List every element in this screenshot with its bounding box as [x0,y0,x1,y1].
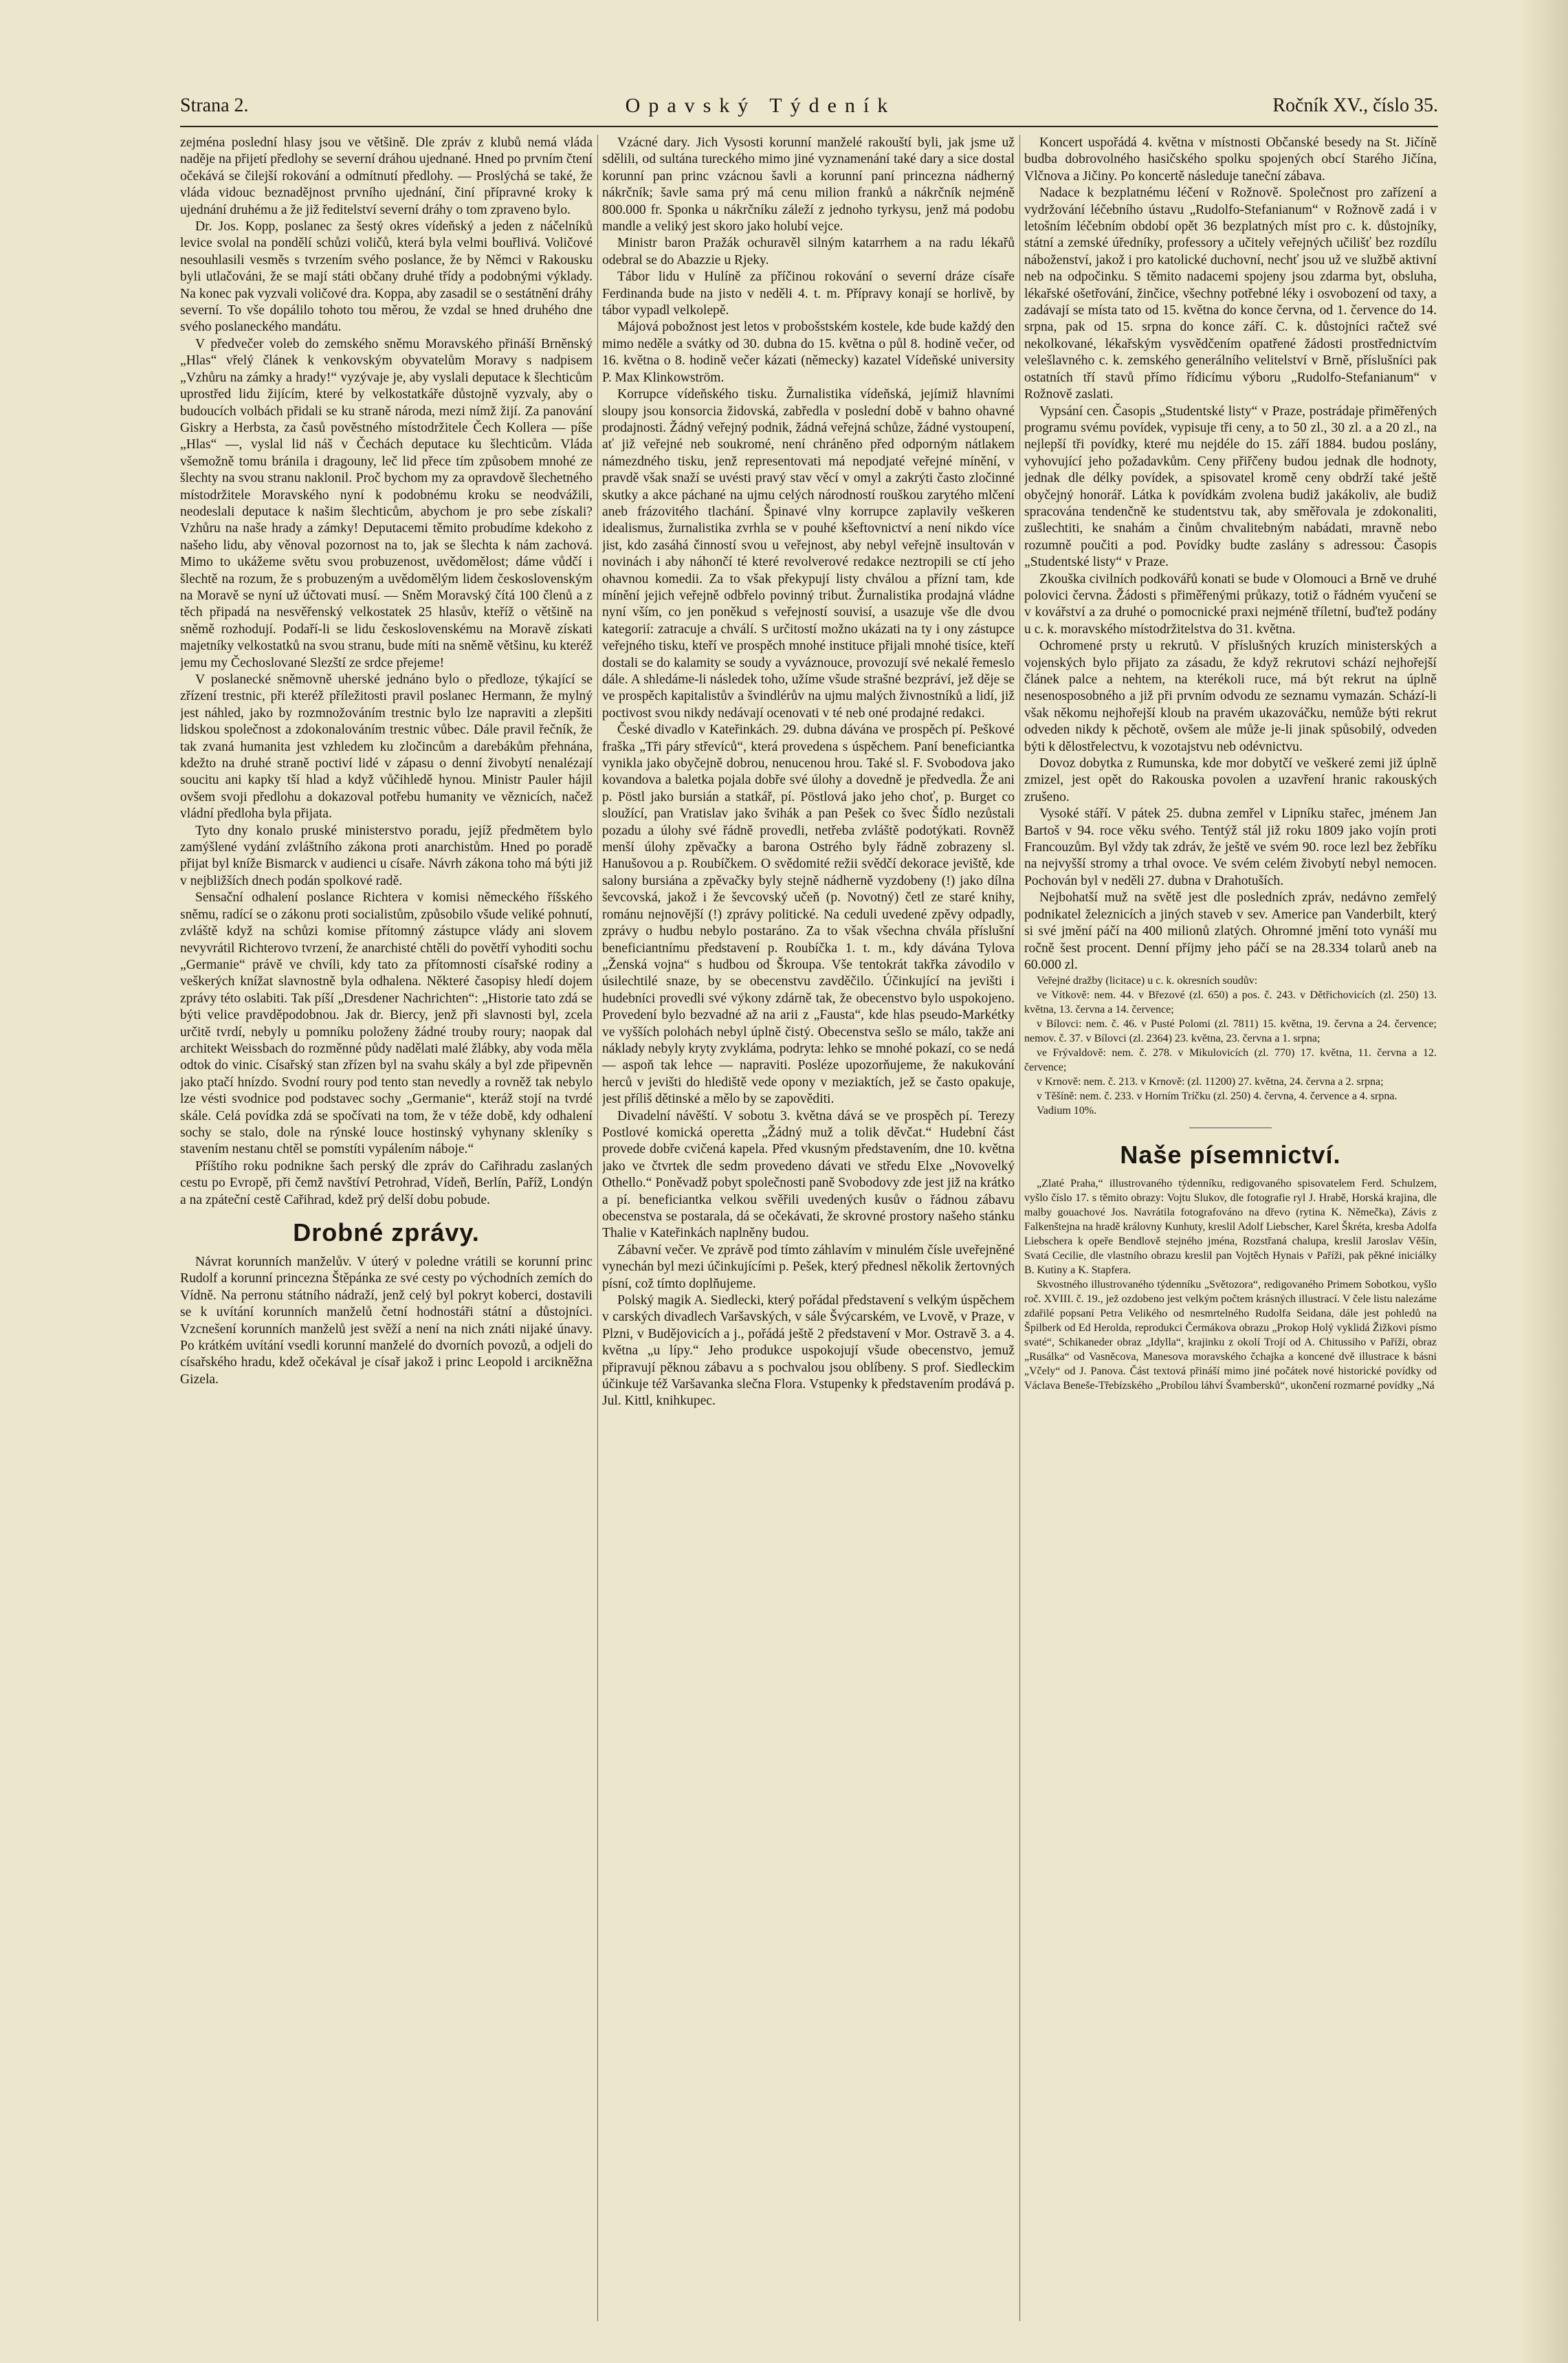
article-paragraph: Nejbohatší muž na světě jest dle posledních zpráv, nedávno zemřelý podnikatel železnicích a jiných staveb v sev. Americe pan Vanderbilt, který si své jmění páčí na 400 milionů zlatých. Ohromné jmění toto vynáší mu ročně šest procent. Denní příjmy jeho páčí se na 28.334 tolarů aneb na 60.000 zl. [1024,890,1437,972]
article-paragraph: V poslanecké sněmovně uherské jednáno bylo o předloze, týkající se zřízení trestnic, při kteréž příležitosti pravil poslanec Hermann, že mylný jest náhled, jako by rozmnožováním trestnic bylo lze napraviti a zlepšiti lidskou společnost a zdokonalováním trestnic vůbec. Dále pravil řečník, že tak zvaná humanita jest vzhledem ku zločincům a darebákům přehnána, kdežto na druhé straně poctiví lidé v zápasu o denní živobytí nenalézají soucitu ani kapky tší hlad a když vůčihledě hynou. Ministr Pauler hájil ovšem svoji předlohu a dokazoval potřebu humanity ve věznicích, načež vládní předloha byla přijata. [180,672,593,822]
column-1 [180,135,593,2321]
paper-edge-shading [1519,0,1568,2363]
notice-line: v Bílovci: nem. č. 46. v Pusté Polomi (zl. 7811) 15. května, 19. června a 24. července; nemov. č. 37. v Bílovci (zl. 2364) 23. května, 23. června a 1. srpna; [1024,1018,1437,1045]
article-paragraph: Tyto dny konalo pruské ministerstvo poradu, jejíž předmětem bylo zamýšlené vydání zvláštního zákona proti anarchistům. Hned po poradě přijat byl kníže Bismarck v audienci u císaře. Návrh zákona toho má býti již v nejbližších dnech podán spolkové radě. [180,823,593,888]
article-paragraph: Májová pobožnost jest letos v probošstském kostele, kde bude každý den mimo neděle a svátky od 30. dubna do 15. května o půl 8. hodině večer, od 16. května o 8. hodině večer kázati (německy) kazatel Vídeňské university P. Max Klinkowström. [602,320,1015,385]
literature-section [1024,1176,1437,1393]
notice-line: Vadium 10%. [1037,1105,1097,1117]
volume-issue: Ročník XV., číslo 35. [1272,95,1438,116]
article-paragraph: Vzácné dary. Jich Vysosti korunní manželé rakouští byli, jak jsme už sdělili, od sultána tureckého mimo jiné vyznamenání také dary a sice dostal korunní pan princ vzácnou šavli a korunní paní princezna nádherný nákrčník; šavle sama prý má cenu milion franků a nákrčník nejméně 800.000 fr. Sponka u nákrčníku záleží z jednoho tyrkysu, jenž má podobu mandle a veliký jest skoro jako holubí vejce. [602,135,1015,234]
article-paragraph: České divadlo v Kateřinkách. 29. dubna dávána ve prospěch pí. Peškové fraška „Tři páry střevíců“, která provedena s úspěchem. Paní beneficiantka vynikla jako obyčejně dobrou, nenucenou hrou. Také sl. F. Svobodova jako kovandova a baletka pojala dobře své úlohy a dovedně je předvedla. Že ani p. Pöstl jako bursián a statkář, pí. Pöstlová jako jeho choť, p. Burget co sloužící, pan Vratislav jako švihák a pan Pešek co švec Šídlo nezůstali pozadu a úlohy své řádně provedli, netřeba zvláště podotýkati. Rovněž menší úlohy zpěvačky a barona Ostrého byly řádně zobrazeny sl. Hanušovou a p. Roubíčkem. O svědomité režii svědčí dekorace jeviště, kde salony bursiána a zpěvačky byly stejně nádherně vyzdobeny (!) jako dílna ševcovská, jakož i že ševcovský učeň (p. Novotný) četl ze staré knihy, románu nejnovější (!) zprávy politické. Na ceduli uvedené zpěvy odpadly, zprávy o hudbu nebylo postaráno. Za to však všechna chvála příslušní beneficiantnímu představení p. Roubíčka 1. t. m., kdy dávána Tylova „Ženská vojna“ s hudbou od Škroupa. Vše tentokrát takřka závodilo v úsilechtilé snaze, by se obecenstvu zavděčilo. Účinkující na jevišti i hudebníci provedli své výkony zdárně tak, že obecenstvo bylo uspokojeno. Provedení bylo bezvadné až na arii z „Fausta“, kde hlas pseudo-Markétky ve vyšších polohách nebyl úplně čistý. Obecenstva sešlo se málo, takže ani náklady nebyly kryty zvykláma, podryta: lehko se mnohé pokazí, co se nedá — aspoň tak lehce — napraviti. Posléze upozorňujeme, že nakukování herců v jevišti do hlediště vede opony v meziaktích, jež se často opakuje, jest příliš dětinské a mělo by se zapověditi. [602,723,1015,1107]
article-paragraph: zejména poslední hlasy jsou ve většině. Dle zpráv z klubů nemá vláda naděje na přijetí předlohy se severní dráhou ujednané. Hned po prvním čtení očekává se čilejší rokování a odmítnutí předlohy. — Proslýchá se také, že vláda vidouc beznadějnost prvního ujednání, činí přípravné kroky k ujednání druhému a že již ředitelství severní dráhy o tom zpraveno bylo. [180,135,593,217]
page-header [180,89,1438,122]
article-paragraph: Vypsání cen. Časopis „Studentské listy“ v Praze, postrádaje přiměřených programu svému povídek, vypisuje tři ceny, a to 50 zl., 30 zl. a a 20 zl., na nejlepší tři povídky, které mu nejdéle do 15. září 1884. budou poslány, vyhovující jeho požadavkům. Ceny přiřčeny budou jednak dle hodnoty, jednak dle délky povídek, a spisovatel kromě ceny obdrží také ještě obyčejný honorář. Látka k povídkám zvolena budiž jakákoliv, ale budiž spracována tendenčně ke studentstvu tak, aby směřovala je zdokonaliti, zušlechtiti, ke snahám a činům chvalitebným nabádati, mravně nebo rozumně poučiti a pod. Povídky budte zaslány s adressou: Časopis „Studentské listy“ v Praze. [1024,404,1437,570]
article-paragraph: Polský magik A. Siedlecki, který pořádal představení s velkým úspěchem v carských divadlech Varšavských, v sále Švýcarském, ve Lvově, v Praze, v Plzni, v Budějovicích a j., pořádá ještě 2 představení v Mor. Ostravě 3. a 4. května „u lípy.“ Jeho produkce uspokojují všude obecenstvo, jemuž připravují pěknou zábavu a s pochvalou jsou oblíbeny. S prof. Siedleckim účinkuje též Varšavanka slečna Flora. Vstupenky k představením prodává p. Jul. Kittl, knihkupec. [602,1293,1015,1409]
header-rule [180,126,1438,127]
page-number: Strana 2. [180,95,249,116]
article-paragraph: Zábavní večer. Ve zprávě pod tímto záhlavím v minulém čísle uveřejněné vynechán byl mezi účinkujícími p. Pešek, který přednesl několik žertovných písní, což tímto doplňujeme. [602,1242,1015,1291]
article-paragraph: Korrupce vídeňského tisku. Žurnalistika vídeňská, jejímiž hlavními sloupy jsou konsorcia židovská, zabředla v poslední době v bahno ohavné prodajnosti. Žádný veřejný podnik, žádná veřejná schůze, žádné vystoupení, ať již veřejné neb soukromé, není chráněno před odporným nátlakem námezdného tisku, jenž representovati má nepodjaté veřejné mínění, v pravdě však snaží se uvésti pravý stav věcí v omyl a zakrýti často zločinné skutky a akce páchané na ujmu celých národností rouškou zarytého mlčení aneb frázovitého tlachání. Špinavé vlny korrupce zaplavily veškeren idealismus, žurnalistika zvrhla se v pouhé kšeftovnictví a není nikdo více jist, kdo zasáhá činností svou u veřejnost, aby nebyl veřejně insultován v novinách i aby náhončí té které revolverové redakce neztropili se ctí jeho ohavnou komedii. Za to však překypují listy chválou a přízní tam, kde mínění jejich veřejně odbřelo povinný tribut. Žurnalistika prodajná vládne nyní vším, co jen poněkud s veřejností souvisí, a usazuje vše dle dvou kategorií: zatracuje a chválí. S určitostí možno ukázati na ty i ony zástupce veřejného tisku, kteří ve prospěch mnohé instituce přijali mnohé tisíce, kteří dostali se do kalamity se soudy a vyváznouce, provozují své nekalé řemeslo dále. A shledáme-li následek toho, užíme všude strašné bezpráví, jež děje se ve prospěch kapitalistův a švindlérův na ujmu malých živnostníků a lidí, již poctivost svou nikdy nedávají ocenovati v té neb oné prodajné redakci. [602,387,1015,721]
article-paragraph: Koncert uspořádá 4. května v místnosti Občanské besedy na St. Jičíně budba dobrovolného hasičského spolku spojených obcí Starého Jičína, Vlčnova a Jičiny. Po koncertě následuje taneční zábava. [1024,135,1437,184]
column-2 [602,135,1015,2321]
auction-notices [1024,974,1437,1118]
article-paragraph: „Zlaté Praha,“ illustrovaného týdenníku, redigovaného spisovatelem Ferd. Schulzem, vyšlo číslo 17. s těmito obrazy: Vojtu Slukov, dle fotografie ryl J. Hrabě, Horská krajina, dle malby gouachové Jos. Navrátila fotografováno na dřevo (rytina K. Němečka), Závis z Falkenštejna na hradě královny Kunhuty, kreslil Adolf Liebscher, Karel Škréta, kresba Adolfa Liebschera k opeře Bendlově stejného jména, Rozstřaná chalupa, kreslil Jaroslav Věšín, Svatá Cecilie, dle vlastního obrazu kreslil pan Vojtěch Hynais v Paříži, pak pěkné iniciálky B. Kutiny a K. Stapfera. [1024,1178,1437,1277]
article-paragraph: Sensační odhalení poslance Richtera v komisi německého říšského sněmu, radící se o zákonu proti socialistům, způsobilo všude veliké pohnutí, zvláště když na schůzi komise přítomný zástupce vlády ani slovem nevyvrátil Richterovo tvrzení, že anarchisté chtěli do povětří vyhoditi sochu „Germanie“ právě ve chvíli, kdy tato za přítomnosti císařské rodiny a veškerých knížat slavnostně byla odhalena. Některé časopisy hledí dojem zprávy této oslabiti. Tak píší „Dresdener Nachrichten“: „Historie tato zdá se býti velice pravděpodobnou. Jak dr. Biercy, jenž při slavnosti byl, zcela určitě tvrdí, nebyly u pomníku položeny žádné trouby roury; naopak dal architekt Weissbach do rozměnné půdy nadělati malé žlábky, aby voda měla odtok do vinic. Císařský stan zřízen byl na svahu skály a byl zde připevněn jako ptačí hnízdo. Svodní roury pod tento stan nevedly a rovněž tak nebylo lze vésti svodnice pod podstavec sochy „Germanie“, kteráž stojí na tvrdé skále. Celá povídka zdá se spočívati na tom, že v téže době, kdy odhalení sochy se stalo, dole na rýnské louce hostinský vyhynany skleníky s stavením nestanu chtěl se pomstíti vypálením náboje.“ [180,890,593,1157]
article-paragraph: Příštího roku podnikne šach perský dle zpráv do Cařihradu zaslaných cestu po Evropě, při čemž navštíví Petrohrad, Vídeň, Berlín, Paříž, Londýn a na zpáteční cestě Cařihrad, kdež prý delší dobu pobude. [180,1158,593,1207]
column-divider [1019,135,1020,2321]
article-paragraph: Zkouška civilních podkovářů konati se bude v Olomouci a Brně ve druhé polovici června. Žádosti s přiměřenými průkazy, totiž o řádném vyučení se v kovářství a za druhé o pomocnické praxi nejméně tříletní, buďtež podány u c. k. moravského místodržitelstva do 31. května. [1024,571,1437,637]
article-paragraph: Skvostného illustrovaného týdenníku „Světozora“, redigovaného Primem Sobotkou, vyšlo roč. XVIII. č. 19., jež ozdobeno jest velkým počtem krásných illustrací. V čele listu nalezáme zdařilé popsaní Petra Velikého od nesmrtelného Rudolfa Seidana, dále jest pohledů na Špilberk od Ed Herolda, reprodukci Čermákova obrazu „Prokop Holý vyklidá Žižkovi písmo svaté“, Schikaneder obraz „Idylla“, krajinku z okolí Trojí od A. Chitussiho v Paříži, obraz „Rusálka“ od Vasněcova, Manesova moravského čchajka a koncené dvě illustrace k básni „Včely“ od J. Panova. Část textová přináší mimo jiné počátek nové historické povídky od Václava Beneše-Třebízského „Probílou láhví Švambersků“, ukončení rozmarné povídky „Ná [1024,1279,1437,1392]
article-paragraph: Tábor lidu v Hulíně za příčinou rokování o severní dráze císaře Ferdinanda bude na jisto v neděli 4. t. m. Přípravy konají se horlivě, by tábor vypadl velkolepě. [602,270,1015,318]
column-divider [597,135,598,2321]
article-paragraph: Nadace k bezplatnému léčení v Rožnově. Společnost pro zařízení a vydržování léčebního ústavu „Rudolfo-Stefanianum“ v Rožnově zadá i v letošním léčebním období opět 36 bezplatných míst pro c. k. důstojníky, státní a zemské úředníky, professory a učitely veřejných učilišť bez rozdílu náboženství, jakož i pro katolické duchovní, nechť jsou už ve službě aktivní neb na odpočinku. S těmito nadacemi spojeny jsou zdarma byt, obsluha, lékařské ošetřování, žinčice, všechny potřebné léky i osvobození od taxy, a zadávají se místa tato od 15. května do konce června, od 1. července do 14. srpna, pak od 15. srpna do konce září. C. k. důstojníci račtež své nekolkované, lékařským vysvědčením opatřené žádosti prostřednictvím velešlavného c. k. zemského generálního velitelství v Brně, příslušníci pak ostatních tří stavů přímo řídicímu výboru „Rudolfo-Stefanianum“ v Rožnově zaslati. [1024,186,1437,402]
column-3 [1024,135,1437,2321]
article-paragraph: Návrat korunních manželův. V úterý v poledne vrátili se korunní princ Rudolf a korunní princezna Štěpánka ze své cesty po východních zemích do Vídně. Na perronu státního nádraží, jenž celý byl pokryt koberci, dostavili se k uvítání korunních manželů četní hodnostáři státní a důstojníci. Vzcnešení korunních manželů jest svěží a není na nich znáti nijaké únavy. Po krátkém uvítání vsedli korunní manželé do dvorních povozů, a odjeli do císařského hradu, kdež očekával je císař jakož i princ Leopold i arcikněžna Gizela. [180,1255,593,1387]
section-heading: Naše písemnictví. [1120,1141,1341,1169]
notice-line: ve Frývaldově: nem. č. 278. v Mikulovicích (zl. 770) 17. května, 11. června a 12. července; [1024,1047,1437,1074]
article-paragraph: Ochromené prsty u rekrutů. V příslušných kruzích ministerských a vojenských bylo přijato za zásadu, že když rekrutovi schází nejhořejší článek palce a nehtem, na kterékoli ruce, má být rekrut na úplně nesenosposobného a již při prvním odvodu ze seznamu vymazán. Schází-li však někomu nejhořejší kloub na pravém ukazováčku, nemůže býti rekrut odveden nikdy k pěchotě, ovšem ale může je-li jinak spůsobilý, odveden býti k dělostřelectvu, k vozotajstvu neb odévnictvu. [1024,639,1437,754]
notice-line: Veřejné dražby (licitace) u c. k. okresních soudův: [1037,975,1258,987]
notice-line: v Krnově: nem. č. 213. v Krnově: (zl. 11200) 27. května, 24. června a 2. srpna; [1037,1076,1384,1088]
article-paragraph: V předvečer voleb do zemského sněmu Moravského přináší Brněnský „Hlas“ vřelý článek k venkovským obyvatelům Moravy s nadpisem „Vzhůru na zámky a hrady!“ vyzývaje je, aby vyslali deputace k šlechticům uprostřed lidu žijícím, které by velkostatkáře důstojně vyzvaly, aby o budoucích volbách přidali se ku straně národa, mezi nímž žijí. Za panování Giskry a Herbsta, za časů pověstného místodržitele Čech Kollera — píše „Hlas“ —, vyslal lid náš v Čechách deputace ku šlechticům. Vláda všemožně tomu bránila i dragouny, leč lid přece tím způsobem mnohé ze šlechty na svou stranu naklonil. Proč bychom my za opravdově šlechetného místodržitele Moravského nyní k podobnému kroku se neodvážili, neodeslali deputace k našim šlechticům, abychom je pro sebe získali? Vzhůru na naše hrady a zámky! Deputacemi těmito probudíme kdekoho z našeho lidu, aby věnoval pozornost na to, jak se šlechta k nám zachová. Mimo to ukážeme světu svou probuzenost, uvědomělost; dáme vůdčí i šlechtě na rozum, že s probuzeným a uvědomělým lidem československým na Moravě se nyní už účtovati musí. — Sněm Moravský čítá 100 členů a z těch připadá na nesvěřenský velkostatek 25 hlasův, kteříž o většině na sněmě rozhodují. Podaří-li se lidu československému na Moravě získati majetníky velkostatků na svou stranu, bude míti na sněmě většinu, ku kteréž jemu my Čechoslované Slezští ze srdce přejeme! [180,336,593,670]
article-paragraph: Dr. Jos. Kopp, poslanec za šestý okres vídeňský a jeden z náčelníků levice svolal na pondělí schůzi voličů, která byla velmi bouřlivá. Voličové nesouhlasili vesměs s tvrzením svého poslance, že by Němci v Rakousku byli utlačováni, že se mají státi občany druhé třídy a podobnými výklady. Na konec pak vyzvali voličové dra. Koppa, aby zasadil se o sestátnění dráhy severní. To vše dopálilo tohoto tou měrou, že vzdal se hned druhého dne svého poslaneckého mandátu. [180,219,593,335]
notice-line: ve Vítkově: nem. 44. v Březové (zl. 650) a pos. č. 243. v Dětřichovicích (zl. 250) 13. května, 13. června a 14. července; [1024,989,1437,1016]
article-paragraph: Ministr baron Pražák ochuravěl silným katarrhem a na radu lékařů odebral se do Abazzie u Rjeky. [602,236,1015,267]
masthead-title: Opavský Týdeník [625,94,896,117]
section-heading: Drobné zprávy. [293,1218,480,1246]
article-paragraph: Dovoz dobytka z Rumunska, kde mor dobytčí ve veškeré zemi již úplně zmizel, jest opět do Rakouska povolen a uzavření hranic rakouských zrušeno. [1024,756,1437,804]
article-paragraph: Vysoké stáří. V pátek 25. dubna zemřel v Lipníku stařec, jménem Jan Bartoš v 94. roce věku svého. Tentýž stál již roku 1809 jako vojín proti Francouzům. Byl vždy tak zdráv, že ještě ve svém 90. roce lezl bez žebříku na nejvyšší stromy a trhal ovoce. Ve svém celém živobytí nebyl nemocen. Pochován byl v neděli 27. dubna v Drahotuších. [1024,806,1437,888]
notice-line: v Těšíně: nem. č. 233. v Horním Tríčku (zl. 250) 4. června, 4. července a 4. srpna. [1037,1090,1398,1103]
article-paragraph: Divadelní návěští. V sobotu 3. května dává se ve prospěch pí. Terezy Postlové komická operetta „Žádný muž a tolik děvčat.“ Hudební část provede dobře cvičená kapela. Před vkusným představením, dne 10. května jako ve čtvrtek dle sedm provedeno dávati ve středu Elxe „Novovelký Othello.“ Poněvadž pobyt společnosti paně Svobodovy zde jest již na krátko a pí. beneficiantka velkou svěřili uvedených kusův o řádnou zábavu obecenstva se postarala, dá se očekávati, že skrovné prostory našeho stánku Thalie v Kateřinkách naplněny budou. [602,1108,1015,1241]
